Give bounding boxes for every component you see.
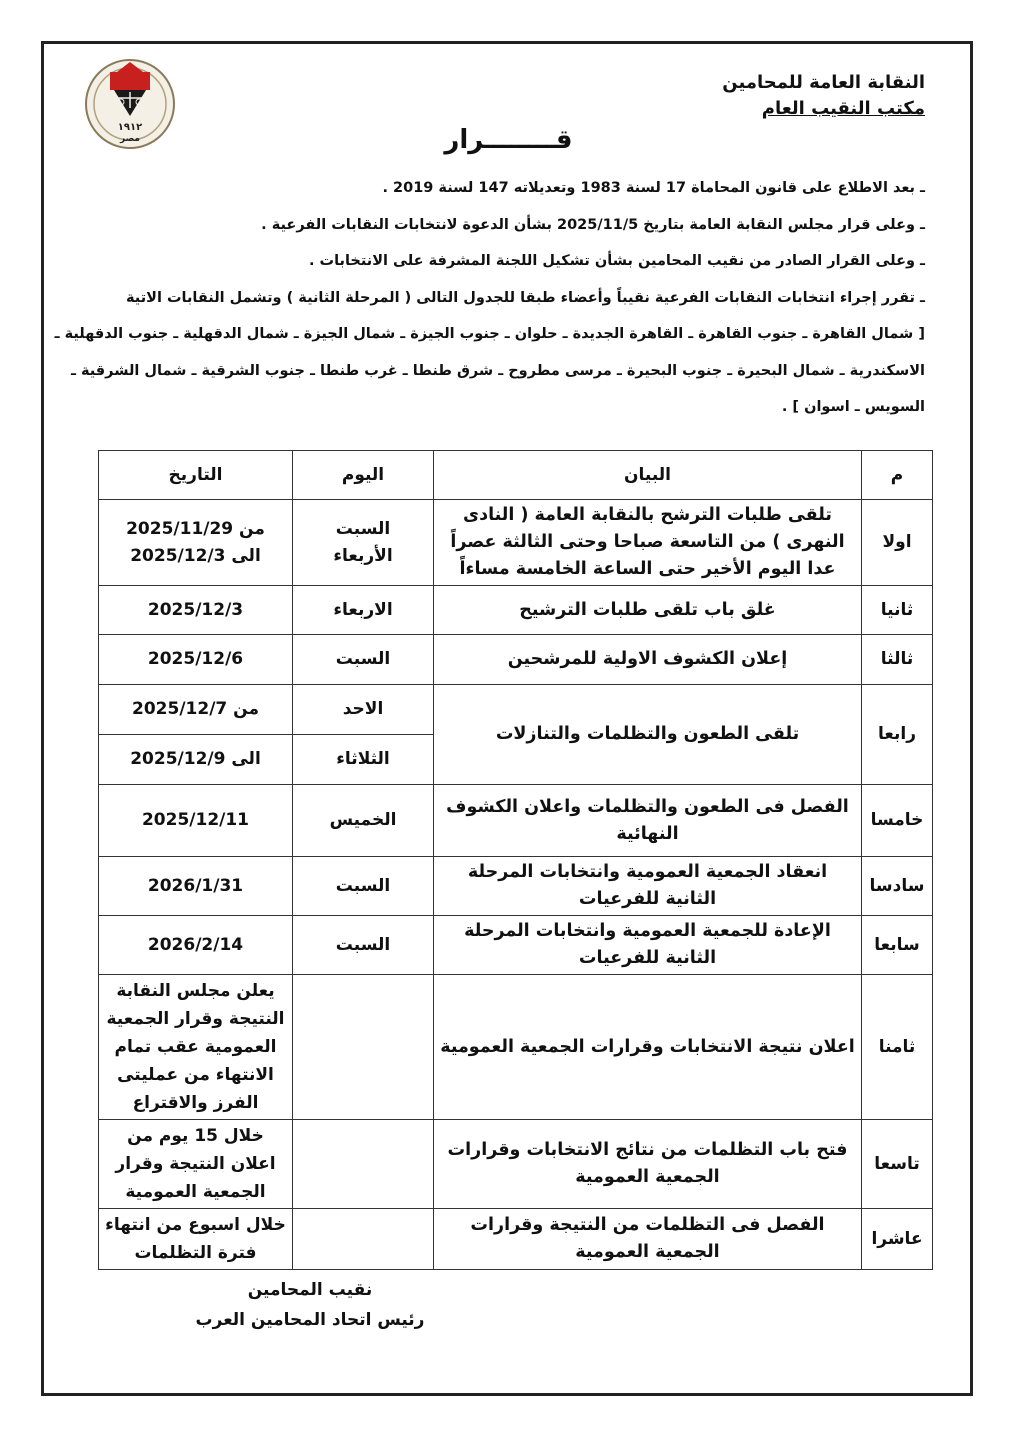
preamble-line: ـ وعلى القرار الصادر من نقيب المحامين بشأن تشكيل اللجنة المشرفة على الانتخابات . xyxy=(308,253,925,269)
signature-title: نقيب المحامين xyxy=(247,1280,373,1300)
row-day xyxy=(293,975,434,1120)
org-name: النقابة العامة للمحامين xyxy=(722,72,925,93)
table-row xyxy=(99,975,933,1120)
row-desc: إعلان الكشوف الاولية للمرشحين xyxy=(434,635,862,685)
row-desc: الإعادة للجمعية العمومية وانتخابات المرحلة الثانية للفرعيات xyxy=(434,916,862,975)
row-desc: غلق باب تلقى طلبات الترشيح xyxy=(434,586,862,635)
table-row xyxy=(99,1209,933,1270)
table-row xyxy=(99,635,933,685)
row-day: السبت xyxy=(293,635,434,685)
header-num: م xyxy=(862,451,933,500)
row-day: السبت xyxy=(293,916,434,975)
row-num: خامسا xyxy=(862,785,933,857)
row-desc: اعلان نتيجة الانتخابات وقرارات الجمعية العمومية xyxy=(434,975,862,1120)
signature-subtitle: رئيس اتحاد المحامين العرب xyxy=(195,1310,425,1330)
row-desc: الفصل فى الطعون والتظلمات واعلان الكشوف النهائية xyxy=(434,785,862,857)
signature-block xyxy=(180,1275,440,1335)
preamble-line: ـ تقرر إجراء انتخابات النقابات الفرعية نقيباً وأعضاء طبقا للجدول التالى ( المرحلة الثانية ) وتشمل النقابات الاتية xyxy=(125,289,925,306)
row-day xyxy=(293,1209,434,1270)
table-header-row xyxy=(99,451,933,500)
row-date: 2025/12/3 xyxy=(99,586,293,635)
letterhead xyxy=(722,70,925,122)
row-day: السبت xyxy=(293,857,434,916)
office-name: مكتب النقيب العام xyxy=(761,98,925,119)
row-day: الاربعاء xyxy=(293,586,434,635)
table-row xyxy=(99,685,933,735)
row-day-end: الأربعاء xyxy=(333,545,393,566)
row-num: سابعا xyxy=(862,916,933,975)
row-desc: فتح باب التظلمات من نتائج الانتخابات وقرارات الجمعية العمومية xyxy=(434,1120,862,1209)
document-title: قــــــــرار xyxy=(444,125,573,155)
table-row xyxy=(99,785,933,857)
row-day xyxy=(293,1120,434,1209)
table-row xyxy=(99,857,933,916)
row-day xyxy=(293,500,434,586)
row-desc: تلقى طلبات الترشح بالنقابة العامة ( النادى النهرى ) من التاسعة صباحا وحتى الثالثة عصراً عدا اليوم الأخير حتى الساعة الخامسة مساءاً xyxy=(434,500,862,586)
row-date: خلال 15 يوم من اعلان النتيجة وقرار الجمعية العمومية xyxy=(99,1120,293,1209)
table-row xyxy=(99,500,933,586)
row-num: سادسا xyxy=(862,857,933,916)
row-day: الخميس xyxy=(293,785,434,857)
preamble xyxy=(54,170,925,426)
row-day-start: السبت xyxy=(335,518,391,539)
header-date: التاريخ xyxy=(99,451,293,500)
preamble-line: السويس ـ اسوان ] . xyxy=(781,399,925,415)
table-row xyxy=(99,586,933,635)
preamble-line: ـ وعلى قرار مجلس النقابة العامة بتاريخ 2025/11/5 بشأن الدعوة لانتخابات النقابات الفرعية . xyxy=(261,216,925,233)
row-date: خلال اسبوع من انتهاء فترة التظلمات xyxy=(99,1209,293,1270)
header-desc: البيان xyxy=(434,451,862,500)
row-day-end: الثلاثاء xyxy=(293,735,434,785)
row-num: عاشرا xyxy=(862,1209,933,1270)
row-date: 2026/1/31 xyxy=(99,857,293,916)
row-desc: انعقاد الجمعية العمومية وانتخابات المرحلة الثانية للفرعيات xyxy=(434,857,862,916)
preamble-line: [ شمال القاهرة ـ جنوب القاهرة ـ القاهرة الجديدة ـ حلوان ـ جنوب الجيزة ـ شمال الجيزة ـ شمال الدقهلية ـ جنوب الدقهلية ـ xyxy=(54,326,925,342)
row-num: اولا xyxy=(862,500,933,586)
row-date xyxy=(99,500,293,586)
table-row xyxy=(99,916,933,975)
row-date: 2025/12/6 xyxy=(99,635,293,685)
logo-country: مصر xyxy=(119,134,141,144)
row-desc: تلقى الطعون والتظلمات والتنازلات xyxy=(434,685,862,785)
row-date-end: الى 2025/12/9 xyxy=(99,735,293,785)
row-num: تاسعا xyxy=(862,1120,933,1209)
row-num: رابعا xyxy=(862,685,933,785)
row-num: ثانيا xyxy=(862,586,933,635)
table-row xyxy=(99,1120,933,1209)
row-num: ثالثا xyxy=(862,635,933,685)
logo-year: ١٩١٢ xyxy=(117,122,143,133)
row-date: 2025/12/11 xyxy=(99,785,293,857)
row-date-start: من 2025/11/29 xyxy=(126,518,265,539)
row-date: يعلن مجلس النقابة النتيجة وقرار الجمعية العمومية عقب تمام الانتهاء من عمليتى الفرز والاقتراع xyxy=(99,975,293,1120)
row-day-start: الاحد xyxy=(293,685,434,735)
row-date-start: من 2025/12/7 xyxy=(99,685,293,735)
row-desc: الفصل فى التظلمات من النتيجة وقرارات الجمعية العمومية xyxy=(434,1209,862,1270)
row-num: ثامنا xyxy=(862,975,933,1120)
preamble-line: الاسكندرية ـ شمال البحيرة ـ جنوب البحيرة ـ مرسى مطروح ـ شرق طنطا ـ غرب طنطا ـ جنوب الشرقية ـ شمال الشرقية ـ xyxy=(70,362,925,379)
preamble-line: ـ بعد الاطلاع على قانون المحاماة 17 لسنة 1983 وتعديلاته 147 لسنة 2019 . xyxy=(382,180,925,196)
election-schedule-table xyxy=(98,450,933,1270)
row-date: 2026/2/14 xyxy=(99,916,293,975)
row-date-end: الى 2025/12/3 xyxy=(130,545,261,566)
header-day: اليوم xyxy=(293,451,434,500)
